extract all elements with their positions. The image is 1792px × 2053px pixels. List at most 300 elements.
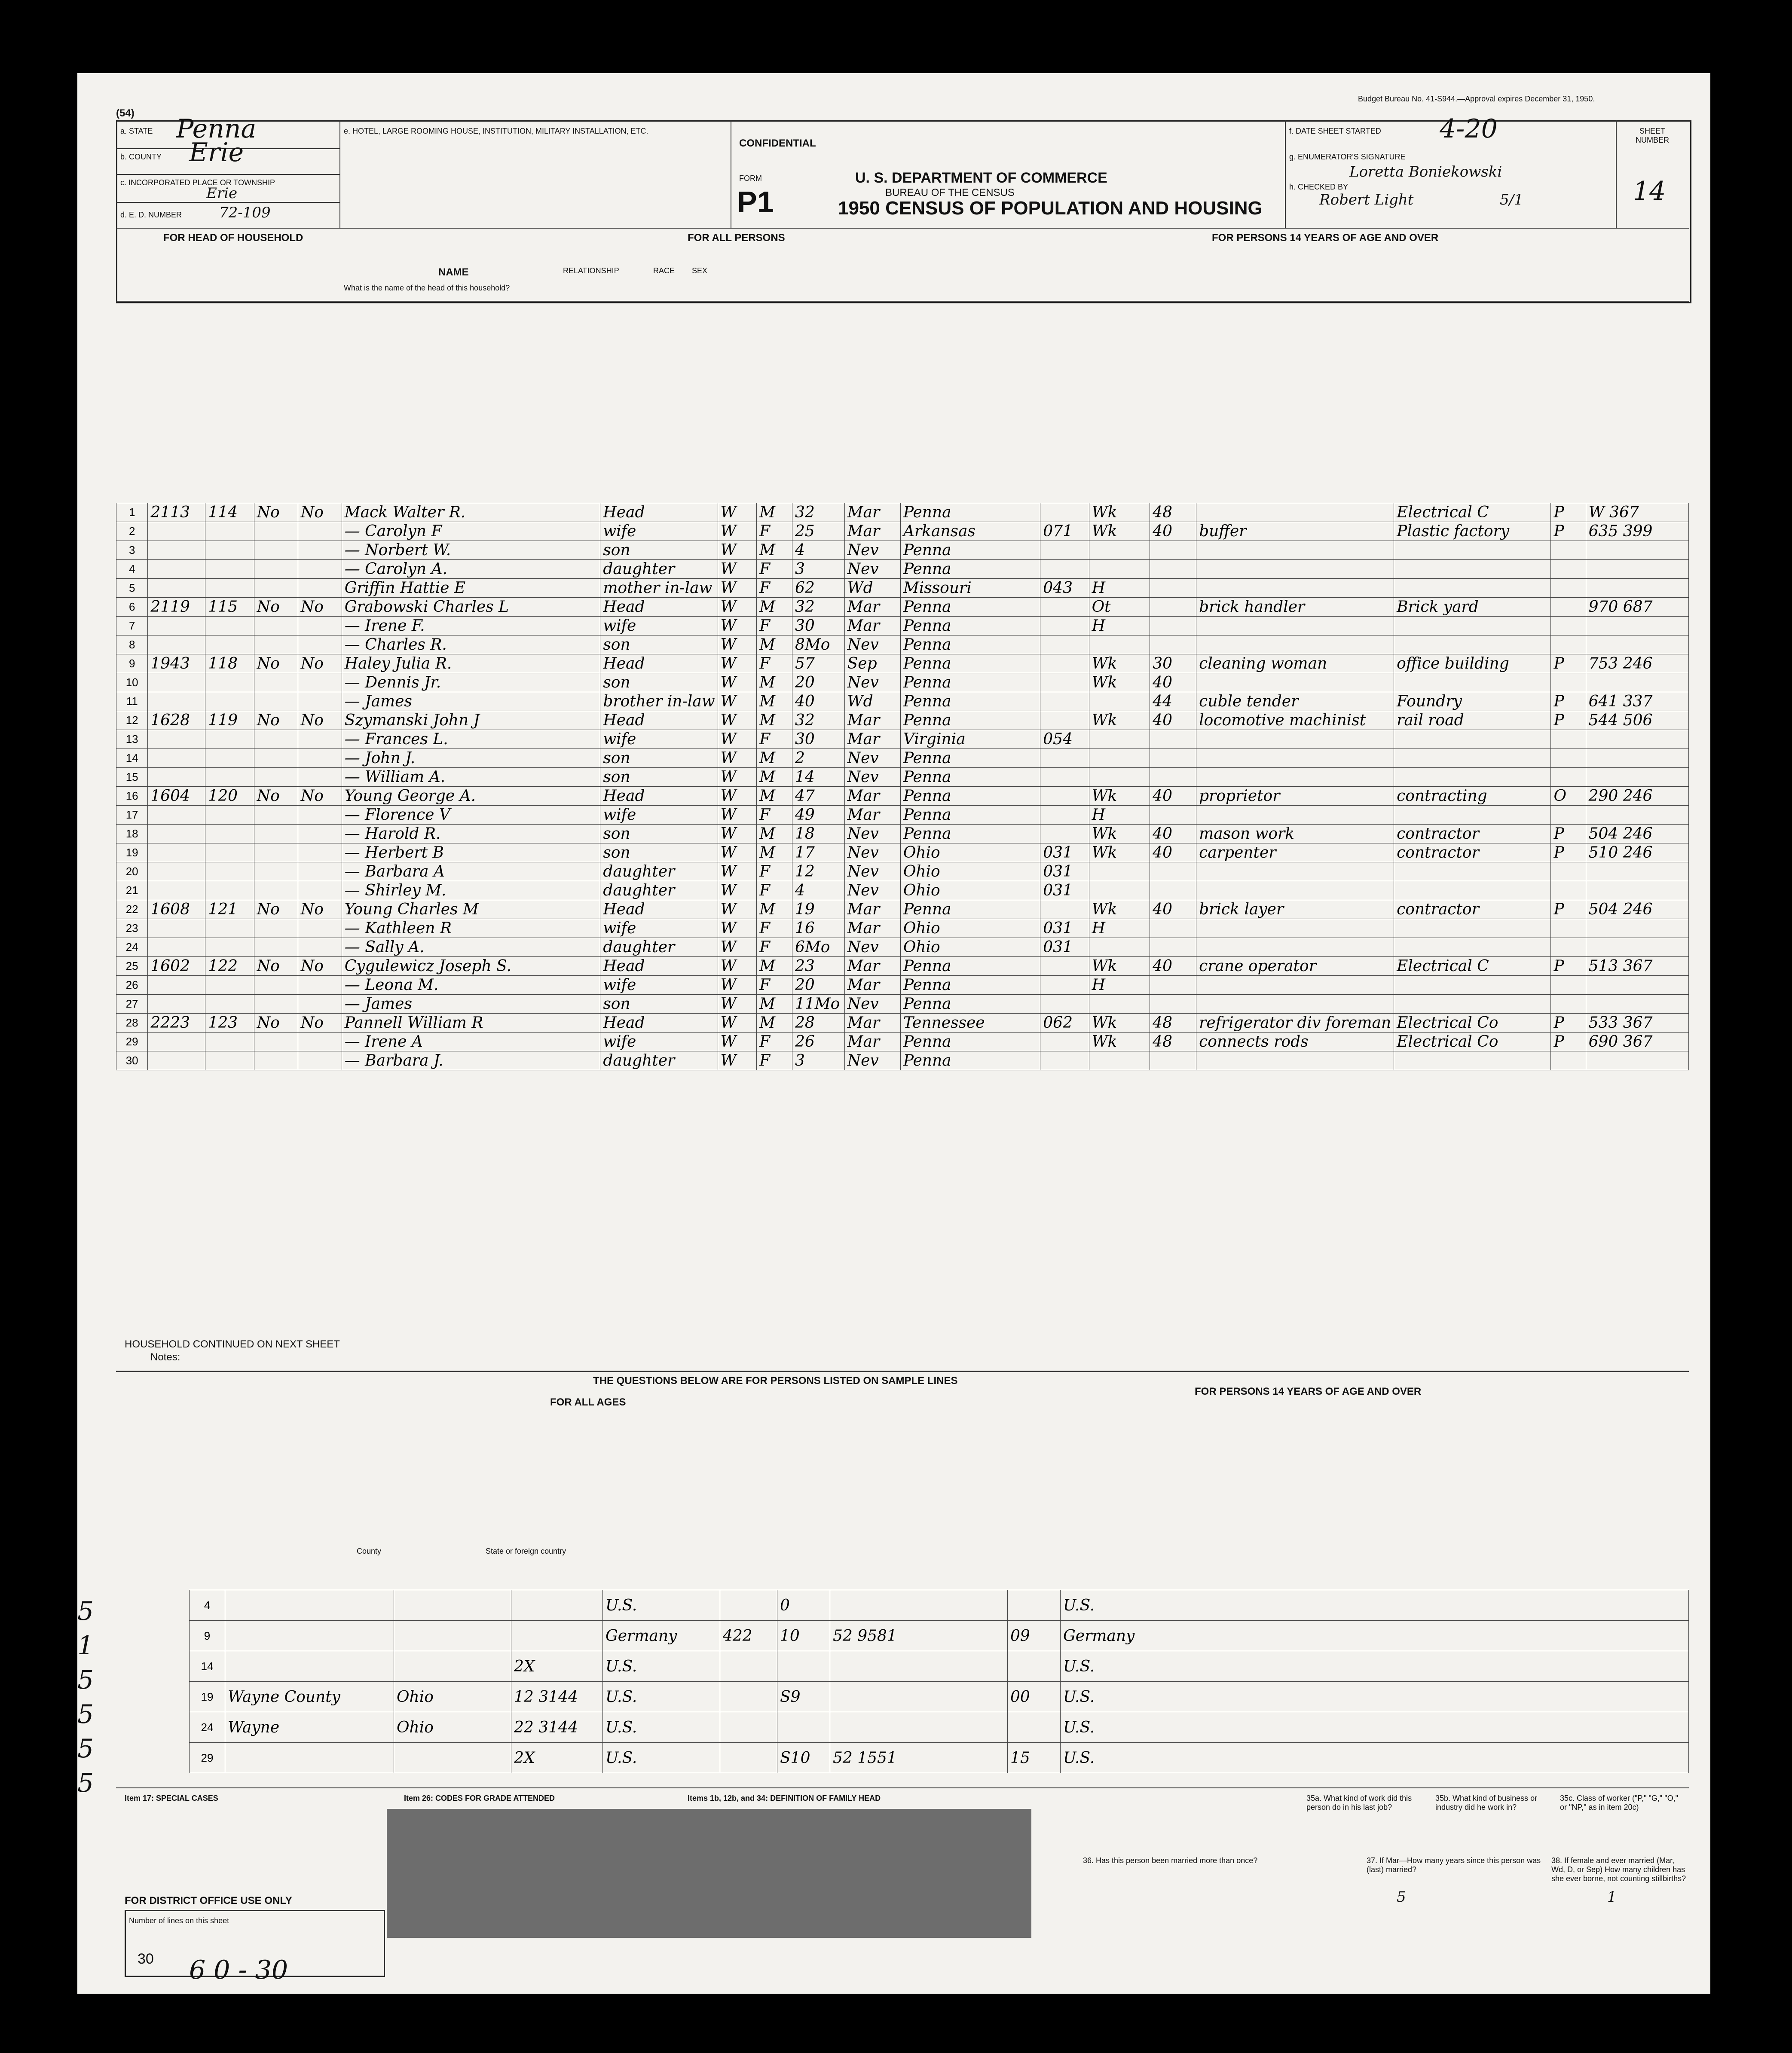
cell-b (1040, 560, 1089, 579)
cell-rel: Head (600, 900, 718, 919)
cell-farm: No (254, 1014, 298, 1033)
cell-hours (1150, 938, 1196, 957)
sample-cell-income (830, 1712, 1008, 1743)
cell-b (1040, 900, 1089, 919)
cell-hours: 48 (1150, 1033, 1196, 1051)
cell-race: W (718, 862, 757, 881)
cell-acres (298, 579, 342, 598)
cell-code (1586, 635, 1688, 654)
cell-birth: Penna (900, 598, 1040, 617)
cell-line: 28 (116, 1014, 148, 1033)
cell-sex: M (757, 711, 792, 730)
cell-act (1089, 1051, 1150, 1070)
cell-age: 57 (792, 654, 844, 673)
cell-b (1040, 768, 1089, 787)
cell-mar: Nev (844, 635, 900, 654)
table-row (116, 825, 1689, 843)
cell-b (1040, 787, 1089, 806)
cell-race: W (718, 957, 757, 976)
cell-act: H (1089, 919, 1150, 938)
cell-addr: 1608 (148, 900, 205, 919)
cell-code (1586, 617, 1688, 635)
cell-sex: M (757, 692, 792, 711)
table-row (116, 957, 1689, 976)
cell-act: H (1089, 617, 1150, 635)
cell-sex: M (757, 598, 792, 617)
cell-hours (1150, 579, 1196, 598)
table-row (116, 635, 1689, 654)
cell-birth: Penna (900, 635, 1040, 654)
cell-code (1586, 749, 1688, 768)
cell-cls (1551, 1051, 1586, 1070)
cell-code (1586, 579, 1688, 598)
table-row (116, 522, 1689, 541)
cell-b (1040, 995, 1089, 1014)
cell-cls (1551, 635, 1586, 654)
cell-cls (1551, 598, 1586, 617)
sample-cell-grade: 10 (777, 1621, 830, 1651)
sample-cell-mother: U.S. (1061, 1590, 1689, 1621)
cell-mar: Wd (844, 579, 900, 598)
cell-farm (254, 976, 298, 995)
cell-birth: Arkansas (900, 522, 1040, 541)
cell-code: W 367 (1586, 503, 1688, 522)
cell-code (1586, 976, 1688, 995)
cell-cls (1551, 806, 1586, 825)
cell-acres (298, 843, 342, 862)
definition-label: Items 1b, 12b, and 34: DEFINITION OF FAMILY HEAD (688, 1794, 881, 1802)
cell-cls: P (1551, 692, 1586, 711)
cell-acres (298, 995, 342, 1014)
cell-b (1040, 654, 1089, 673)
cell-addr (148, 522, 205, 541)
cell-serial (205, 692, 254, 711)
sample-cell-father: U.S. (603, 1590, 720, 1621)
cell-acres: No (298, 1014, 342, 1033)
sample-cell-mother: U.S. (1061, 1712, 1689, 1743)
cell-acres (298, 635, 342, 654)
cell-name: — Barbara J. (342, 1051, 600, 1070)
cell-age: 30 (792, 730, 844, 749)
sample-cell-father: U.S. (603, 1682, 720, 1712)
cell-mar: Mar (844, 806, 900, 825)
cell-ind: contractor (1394, 825, 1551, 843)
cell-mar: Mar (844, 617, 900, 635)
cell-mar: Mar (844, 522, 900, 541)
sample-cell-line: 9 (190, 1621, 225, 1651)
sample-cell-father: U.S. (603, 1743, 720, 1773)
cell-cls: P (1551, 843, 1586, 862)
cell-age: 3 (792, 560, 844, 579)
cell-mar: Mar (844, 711, 900, 730)
cell-age: 14 (792, 768, 844, 787)
cell-cls (1551, 938, 1586, 957)
sample-cell-d (511, 1621, 603, 1651)
sample-all-ages-title: FOR ALL AGES (550, 1396, 626, 1408)
cell-cls (1551, 881, 1586, 900)
cell-sex: F (757, 938, 792, 957)
cell-race: W (718, 673, 757, 692)
q37-label: 37. If Mar—How many years since this person was (last) married? (1367, 1856, 1541, 1874)
cell-race: W (718, 522, 757, 541)
sample-cell-county: Wayne County (225, 1682, 394, 1712)
cell-act (1089, 995, 1150, 1014)
cell-cls: P (1551, 900, 1586, 919)
cell-code: 533 367 (1586, 1014, 1688, 1033)
cell-act: Wk (1089, 503, 1150, 522)
cell-code (1586, 938, 1688, 957)
cell-farm (254, 730, 298, 749)
cell-rel: son (600, 825, 718, 843)
cell-rel: mother in-law (600, 579, 718, 598)
cell-birth: Ohio (900, 881, 1040, 900)
cell-occ: proprietor (1196, 787, 1394, 806)
cell-b (1040, 692, 1089, 711)
cell-sex: F (757, 654, 792, 673)
cell-age: 47 (792, 787, 844, 806)
cell-ind (1394, 560, 1551, 579)
cell-hours: 48 (1150, 503, 1196, 522)
cell-b (1040, 711, 1089, 730)
cell-line: 7 (116, 617, 148, 635)
cell-cls (1551, 541, 1586, 560)
cell-sex: M (757, 825, 792, 843)
cell-code (1586, 995, 1688, 1014)
cell-name: — Irene A (342, 1033, 600, 1051)
table-row (116, 579, 1689, 598)
checked-date: 5/1 (1500, 191, 1523, 208)
cell-serial: 115 (205, 598, 254, 617)
cell-hours (1150, 730, 1196, 749)
cell-b (1040, 1033, 1089, 1051)
head-household-title: FOR HEAD OF HOUSEHOLD (163, 232, 303, 244)
cell-farm (254, 843, 298, 862)
sample-cell-f (1008, 1651, 1061, 1682)
cell-sex: F (757, 806, 792, 825)
table-row (116, 1014, 1689, 1033)
cell-act: Wk (1089, 1033, 1150, 1051)
sample-cell-line: 14 (190, 1651, 225, 1682)
cell-ind: Electrical Co (1394, 1014, 1551, 1033)
cell-ind (1394, 881, 1551, 900)
cell-birth: Ohio (900, 938, 1040, 957)
cell-code: 690 367 (1586, 1033, 1688, 1051)
cell-occ (1196, 503, 1394, 522)
cell-line: 29 (116, 1033, 148, 1051)
sample-cell-f: 15 (1008, 1743, 1061, 1773)
cell-birth: Penna (900, 900, 1040, 919)
cell-rel: daughter (600, 938, 718, 957)
sample-cell-e: 422 (720, 1621, 777, 1651)
cell-race: W (718, 579, 757, 598)
cell-farm (254, 635, 298, 654)
cell-sex: F (757, 730, 792, 749)
cell-line: 13 (116, 730, 148, 749)
cell-serial: 123 (205, 1014, 254, 1033)
cell-occ: buffer (1196, 522, 1394, 541)
cell-hours (1150, 976, 1196, 995)
q35c-label: 35c. Class of worker ("P," "G," "O," or "NP," as in item 20c) (1560, 1794, 1679, 1812)
budget-note: Budget Bureau No. 41-S944.—Approval expires December 31, 1950. (1358, 95, 1595, 103)
cell-name: — Frances L. (342, 730, 600, 749)
cell-cls: P (1551, 711, 1586, 730)
cell-name: — Irene F. (342, 617, 600, 635)
cell-acres (298, 768, 342, 787)
cell-serial (205, 749, 254, 768)
cell-hours (1150, 806, 1196, 825)
cell-occ (1196, 673, 1394, 692)
q38-label: 38. If female and ever married (Mar, Wd, D, or Sep) How many children has she ever borne, not counting stillbirths? (1551, 1856, 1686, 1883)
cell-ind: Brick yard (1394, 598, 1551, 617)
cell-farm (254, 692, 298, 711)
cell-serial (205, 862, 254, 881)
cell-line: 16 (116, 787, 148, 806)
cell-hours (1150, 635, 1196, 654)
cell-acres: No (298, 598, 342, 617)
cell-age: 40 (792, 692, 844, 711)
sample-row (190, 1743, 1689, 1773)
cell-sex: F (757, 560, 792, 579)
lines-label: Number of lines on this sheet (129, 1916, 229, 1925)
cell-ind (1394, 995, 1551, 1014)
cell-cls: P (1551, 503, 1586, 522)
cell-acres: No (298, 654, 342, 673)
cell-serial (205, 995, 254, 1014)
cell-name: Pannell William R (342, 1014, 600, 1033)
cell-cls (1551, 768, 1586, 787)
cell-farm (254, 541, 298, 560)
cell-line: 25 (116, 957, 148, 976)
cell-age: 18 (792, 825, 844, 843)
cell-sex: F (757, 617, 792, 635)
cell-mar: Nev (844, 825, 900, 843)
cell-birth: Penna (900, 1051, 1040, 1070)
cell-birth: Missouri (900, 579, 1040, 598)
cell-hours (1150, 768, 1196, 787)
cell-name: — Charles R. (342, 635, 600, 654)
cell-addr: 1628 (148, 711, 205, 730)
cell-line: 30 (116, 1051, 148, 1070)
cell-name: — Shirley M. (342, 881, 600, 900)
sample-cell-state (394, 1590, 511, 1621)
cell-addr (148, 730, 205, 749)
sample-cell-f (1008, 1590, 1061, 1621)
cell-age: 32 (792, 503, 844, 522)
cell-hours: 40 (1150, 711, 1196, 730)
cell-rel: wife (600, 730, 718, 749)
cell-cls: P (1551, 1033, 1586, 1051)
cell-birth: Ohio (900, 843, 1040, 862)
cell-addr (148, 579, 205, 598)
sample-row (190, 1590, 1689, 1621)
cell-code (1586, 560, 1688, 579)
cell-acres: No (298, 711, 342, 730)
cell-rel: Head (600, 598, 718, 617)
cell-race: W (718, 900, 757, 919)
place-label: c. INCORPORATED PLACE OR TOWNSHIP (120, 178, 275, 187)
cell-mar: Nev (844, 541, 900, 560)
cell-code: 504 246 (1586, 900, 1688, 919)
sample-cell-e (720, 1651, 777, 1682)
cell-farm: No (254, 711, 298, 730)
cell-acres (298, 541, 342, 560)
sample-cell-grade (777, 1712, 830, 1743)
cell-line: 3 (116, 541, 148, 560)
cell-serial (205, 730, 254, 749)
cell-farm (254, 919, 298, 938)
cell-mar: Nev (844, 1051, 900, 1070)
sample-cell-income (830, 1651, 1008, 1682)
cell-cls (1551, 919, 1586, 938)
children-value: 1 (1607, 1888, 1617, 1906)
cell-rel: wife (600, 522, 718, 541)
cell-act: Wk (1089, 711, 1150, 730)
table-row (116, 749, 1689, 768)
cell-age: 32 (792, 711, 844, 730)
cell-sex: M (757, 635, 792, 654)
sample-table (189, 1590, 1689, 1773)
cell-cls (1551, 749, 1586, 768)
all-persons-title: FOR ALL PERSONS (688, 232, 785, 244)
cell-acres (298, 862, 342, 881)
cell-sex: M (757, 503, 792, 522)
sheet-label: SHEET NUMBER (1635, 127, 1669, 144)
cell-sex: M (757, 1014, 792, 1033)
cell-farm (254, 749, 298, 768)
cell-birth: Ohio (900, 862, 1040, 881)
table-row (116, 503, 1689, 522)
cell-race: W (718, 598, 757, 617)
cell-birth: Penna (900, 957, 1040, 976)
cell-serial (205, 1051, 254, 1070)
cell-sex: F (757, 881, 792, 900)
cell-acres (298, 919, 342, 938)
name-question: What is the name of the head of this household? (344, 284, 510, 292)
sample-cell-father: U.S. (603, 1712, 720, 1743)
sample-cell-grade: S10 (777, 1743, 830, 1773)
cell-mar: Mar (844, 503, 900, 522)
cell-rel: son (600, 541, 718, 560)
ed-label: d. E. D. NUMBER (120, 211, 182, 219)
cell-sex: M (757, 673, 792, 692)
cell-name: — John J. (342, 749, 600, 768)
state-value: Penna (176, 114, 257, 144)
relationship-header: RELATIONSHIP (563, 266, 619, 275)
cell-occ: carpenter (1196, 843, 1394, 862)
state-label: a. STATE (120, 127, 153, 135)
cell-rel: Head (600, 1014, 718, 1033)
cell-farm (254, 938, 298, 957)
sample-row (190, 1712, 1689, 1743)
cell-addr: 1604 (148, 787, 205, 806)
cell-serial (205, 579, 254, 598)
cell-act: Wk (1089, 787, 1150, 806)
cell-birth: Penna (900, 503, 1040, 522)
cell-race: W (718, 787, 757, 806)
cell-acres: No (298, 787, 342, 806)
cell-sex: M (757, 749, 792, 768)
cell-birth: Penna (900, 749, 1040, 768)
cell-line: 20 (116, 862, 148, 881)
sheet-number: 14 (1633, 176, 1666, 206)
cell-age: 25 (792, 522, 844, 541)
sample-cell-income: 52 9581 (830, 1621, 1008, 1651)
cell-occ (1196, 560, 1394, 579)
cell-addr (148, 635, 205, 654)
cell-name: — James (342, 995, 600, 1014)
cell-serial (205, 976, 254, 995)
cell-occ (1196, 976, 1394, 995)
cell-code (1586, 768, 1688, 787)
sample-cell-income (830, 1590, 1008, 1621)
cell-farm (254, 881, 298, 900)
cell-b: 062 (1040, 1014, 1089, 1033)
cell-line: 8 (116, 635, 148, 654)
cell-occ (1196, 881, 1394, 900)
cell-farm (254, 825, 298, 843)
sample-cell-line: 29 (190, 1743, 225, 1773)
sample-cell-father: Germany (603, 1621, 720, 1651)
confidential-label: CONFIDENTIAL (739, 137, 816, 149)
sample-cell-f: 09 (1008, 1621, 1061, 1651)
table-row (116, 881, 1689, 900)
cell-line: 2 (116, 522, 148, 541)
name-header: NAME (438, 266, 469, 278)
cell-code: 290 246 (1586, 787, 1688, 806)
cell-farm: No (254, 503, 298, 522)
cell-farm (254, 560, 298, 579)
form-code: (54) (116, 107, 135, 119)
cell-race: W (718, 976, 757, 995)
cell-addr (148, 881, 205, 900)
cell-act: Wk (1089, 522, 1150, 541)
cell-farm (254, 806, 298, 825)
cell-occ (1196, 617, 1394, 635)
cell-acres (298, 749, 342, 768)
cell-acres (298, 938, 342, 957)
cell-addr (148, 692, 205, 711)
cell-age: 11Mo (792, 995, 844, 1014)
cell-birth: Penna (900, 711, 1040, 730)
cell-rel: son (600, 995, 718, 1014)
sample-cell-e (720, 1590, 777, 1621)
cell-farm (254, 995, 298, 1014)
cell-hours: 40 (1150, 900, 1196, 919)
cell-occ: brick handler (1196, 598, 1394, 617)
cell-cls (1551, 579, 1586, 598)
cell-farm (254, 673, 298, 692)
date-value: 4-20 (1440, 114, 1498, 144)
cell-act (1089, 692, 1150, 711)
cell-race: W (718, 654, 757, 673)
cell-addr: 1943 (148, 654, 205, 673)
cell-act: Wk (1089, 1014, 1150, 1033)
county-value: Erie (189, 137, 244, 168)
cell-birth: Penna (900, 673, 1040, 692)
sample-cell-e (720, 1743, 777, 1773)
redacted-instructions (387, 1809, 1031, 1938)
cell-sex: F (757, 1033, 792, 1051)
cell-rel: daughter (600, 862, 718, 881)
cell-acres (298, 730, 342, 749)
cell-rel: wife (600, 919, 718, 938)
cell-hours: 40 (1150, 843, 1196, 862)
cell-race: W (718, 938, 757, 957)
cell-age: 2 (792, 749, 844, 768)
cell-act: Wk (1089, 843, 1150, 862)
cell-ind (1394, 1051, 1551, 1070)
cell-rel: daughter (600, 881, 718, 900)
